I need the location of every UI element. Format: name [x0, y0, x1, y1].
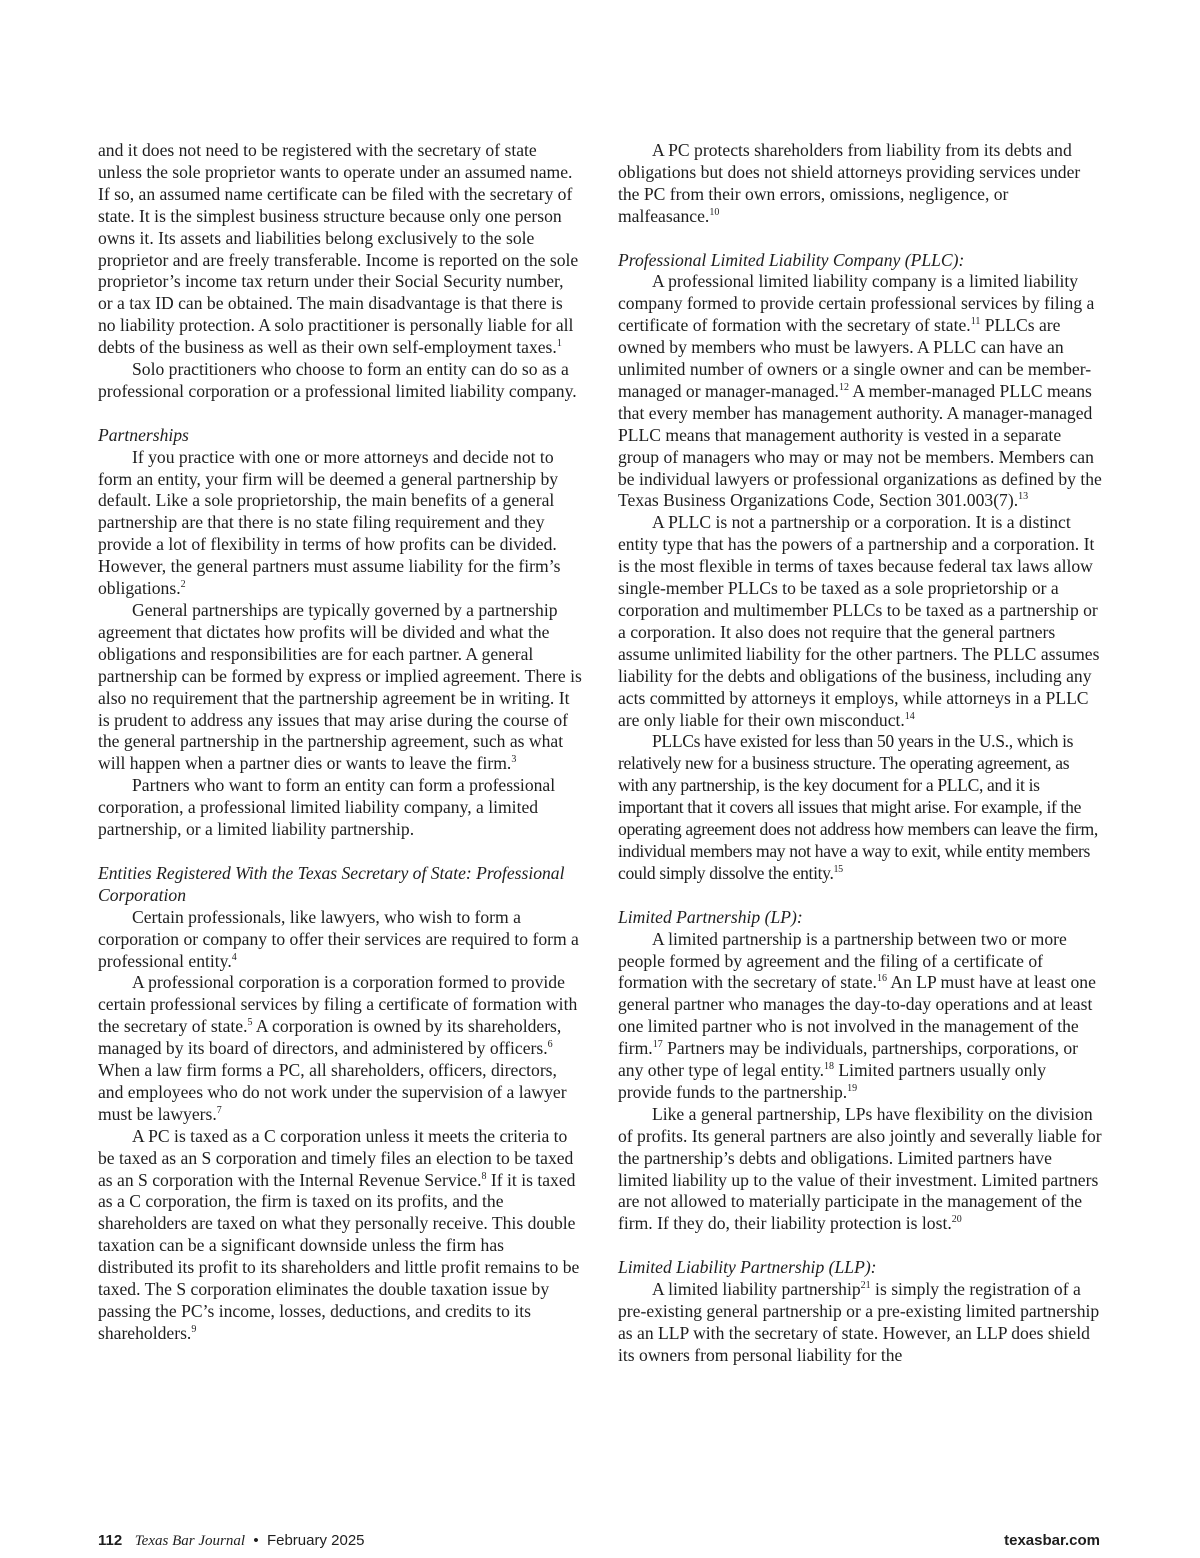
page-number: 112: [98, 1532, 123, 1549]
footnote-ref: 20: [951, 1214, 962, 1226]
paragraph-partners-entity: Partners who want to form an entity can form a professional corporation, a professional limited liability company, a limited partnership, or a limited liability partnership.: [98, 775, 556, 840]
footer-left: [98, 1532, 365, 1550]
paragraph-llp-definition: A limited liability partnership$^{21}$ is simply the registration of a pre-existing general partnership or a pre-existing limited partnership as an LLP with the secretary of state. However, an LLP does shield its owners from personal liability for the: [618, 1279, 1100, 1365]
footnote-ref: 9: [191, 1323, 197, 1335]
paragraph-solo-entity: Solo practitioners who choose to form an entity can do so as a professional corporation or a professional limited liability company.: [98, 359, 577, 401]
heading-entities-registered: Entities Registered With the Texas Secretary of State: Professional Corporation: [98, 862, 565, 905]
footnote-ref: 3: [511, 754, 517, 766]
journal-name: Texas Bar Journal: [134, 1533, 245, 1549]
paragraph-pllc-history: PLLCs have existed for less than 50 years in the U.S., which is relatively new for a business structure. The operating agreement, as with any partnership, is the key document for a PLLC, and it is important that it covers all issues that might arise. For example, if the operating agreement does not address how members can leave the firm, individual members may not have a way to exit, while entity members could simply dissolve the entity.$^{15}$: [618, 731, 1098, 883]
paragraph-pllc-flexibility: A PLLC is not a partnership or a corporation. It is a distinct entity type that has the powers of a partnership and a corporation. It is the most flexible in terms of taxes because federal tax laws allow single-member PLLCs to be taxed as a sole proprietorship or a corporation and multimember PLLCs to be taxed as a partnership or a corporation. It also does not require that the general partners assume unlimited liability for the other partners. The PLLC assumes liability for the debts and obligations of the business, including any acts committed by attorneys it employs, while attorneys in a PLLC are only liable for their own misconduct.$^{14}$: [618, 512, 1100, 730]
footnote-ref: 11: [970, 316, 981, 328]
paragraph-sole-proprietorship: and it does not need to be registered with the secretary of state unless the sole proprietor wants to operate under an assumed name. If so, an assumed name certificate can be filed with the secretary of state. It is the simplest business structure because only one person owns it. Its assets and liabilities belong exclusively to the sole proprietor and are freely transferable. Income is reported on the sole proprietor’s income tax return under their Social Security number, or a tax ID can be obtained. The main disadvantage is that there is no liability protection. A solo practitioner is personally liable for all debts of the business as well as their own self-employment taxes.$^1$: [98, 140, 579, 358]
issue-date: February 2025: [266, 1532, 365, 1549]
footnote-ref: 7: [216, 1104, 222, 1116]
heading-partnerships: Partnerships: [98, 424, 189, 445]
heading-llp: Limited Liability Partnership (LLP):: [618, 1257, 877, 1278]
heading-limited-partnership: Limited Partnership (LP):: [618, 906, 803, 927]
paragraph-partnership-agreement: General partnerships are typically governed by a partnership agreement that dictates how profits will be divided and what the obligations and responsibilities are for each partner. A general partnership can be formed by express or implied agreement. There is also no requirement that the partnership agreement be in writing. It is prudent to address any issues that may arise during the course of the general partnership in the partnership agreement, such as what will happen when a partner dies or wants to leave the firm.$^3$: [98, 600, 582, 774]
paragraph-professional-corporation: A professional corporation is a corporation formed to provide certain professional services by filing a certificate of formation with the secretary of state.$^5$ A corporation is owned by its shareholders, managed by its board of directors, and administered by officers.$^6$ When a law firm forms a PC, all shareholders, officers, directors, and employees who do not work under the supervision of a lawyer must be lawyers.$^7$: [98, 972, 578, 1124]
page-footer: [98, 1532, 1100, 1554]
heading-pllc: Professional Limited Liability Company (PLLC):: [618, 249, 965, 270]
footnote-ref: 17: [652, 1039, 663, 1051]
website-link[interactable]: texasbar.com: [1004, 1532, 1100, 1549]
footnote-ref: 13: [1018, 491, 1029, 503]
footnote-ref: 19: [847, 1082, 858, 1094]
paragraph-lp-definition: A limited partnership is a partnership between two or more people formed by agreement and the filing of a certificate of formation with the secretary of state.$^{16}$ An LP must have at least one general partner who manages the day-to-day operations and at least one limited partner who is not involved in the management of the firm.$^{17}$ Partners may be individuals, partnerships, corporations, or any other type of legal entity.$^{18}$ Limited partners usually only provide funds to the partnership.$^{19}$: [618, 928, 1096, 1102]
footnote-ref: 12: [838, 381, 849, 393]
footnote-ref: 6: [547, 1039, 553, 1051]
paragraph-pc-taxation: A PC is taxed as a C corporation unless it meets the criteria to be taxed as an S corporation and timely files an election to be taxed as an S corporation with the Internal Revenue Service.$^8$ If it is taxed as a C corporation, the firm is taxed on its profits, and the shareholders are taxed on what they personally receive. This double taxation can be a significant downside unless the firm has distributed its profit to its shareholders and little profit remains to be taxed. The S corporation eliminates the double taxation issue by passing the PC’s income, losses, deductions, and credits to its shareholders.$^9$: [98, 1125, 580, 1343]
footnote-ref: 14: [904, 710, 915, 722]
footnote-ref: 5: [247, 1017, 253, 1029]
footnote-ref: 15: [833, 863, 843, 875]
footnote-ref: 2: [180, 579, 186, 591]
footnote-ref: 16: [876, 973, 887, 985]
left-column: [98, 140, 582, 1345]
paragraph-general-partnership: If you practice with one or more attorneys and decide not to form an entity, your firm will be deemed a general partnership by default. Like a sole proprietorship, the main benefits of a general partnership are that there is no state filing requirement and they provide a lot of flexibility in terms of how profits can be divided. However, the general partners must assume liability for the firm’s obligations.$^2$: [98, 446, 561, 599]
paragraph-lp-liability: Like a general partnership, LPs have flexibility on the division of profits. Its general partners are also jointly and severally liable for the partnership’s debts and obligations. Limited partners have limited liability up to the value of their investment. Limited partners are not allowed to materially participate in the management of the firm. If they do, their liability protection is lost.$^{20}$: [618, 1103, 1102, 1234]
paragraph-pc-protection: A PC protects shareholders from liability from its debts and obligations but does not shield attorneys providing services under the PC from their own errors, omissions, negligence, or malfeasance.$^{10}$: [618, 140, 1081, 226]
footnote-ref: 8: [481, 1170, 487, 1182]
footnote-ref: 4: [231, 951, 237, 963]
footnote-ref: 10: [709, 206, 720, 218]
footer-bullet: •: [253, 1532, 259, 1549]
paragraph-professional-entity: Certain professionals, like lawyers, who wish to form a corporation or company to offer their services are required to form a professional entity.$^4$: [98, 906, 579, 971]
footnote-ref: 1: [556, 338, 562, 350]
footnote-ref: 18: [824, 1061, 835, 1073]
footnote-ref: 21: [860, 1280, 871, 1292]
right-column: [618, 140, 1102, 1367]
paragraph-pllc-definition: A professional limited liability company is a limited liability company formed to provide certain professional services by filing a certificate of formation with the secretary of state.$^{11}$ PLLCs are owned by members who must be lawyers. A PLLC can have an unlimited number of owners or a single owner and can be member-managed or manager-managed.$^{12}$ A member-managed PLLC means that every member has management authority. A manager-managed PLLC means that management authority is vested in a separate group of managers who may or may not be members. Members can be individual lawyers or professional organizations as defined by the Texas Business Organizations Code, Section 301.003(7).$^{13}$: [618, 271, 1102, 511]
